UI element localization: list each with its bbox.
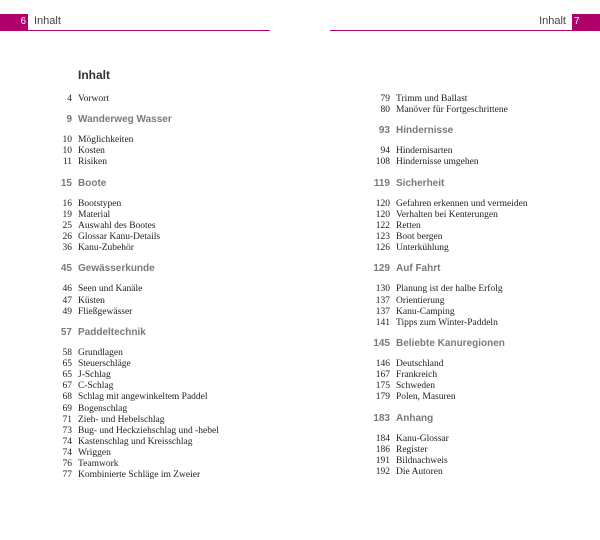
toc-entry-page: 186 [375,444,390,455]
toc-entry-page: 192 [375,467,390,477]
left-running-header: Inhalt [34,15,61,27]
toc-entry-title: Vorwort [78,94,109,104]
toc-entry-page: 16 [62,198,72,209]
toc-entry-page: 94 [380,146,390,157]
toc-entry-title: Tipps zum Winter-Paddeln [396,317,498,328]
toc-entry-title: Kosten [78,146,105,157]
toc-entry-page: 36 [62,243,72,254]
toc-entry-page: 146 [375,358,390,369]
toc-entry-page: 74 [62,448,72,459]
toc-entry-title: Kanu-Glossar [396,433,449,444]
toc-section-title: Anhang [396,412,434,424]
toc-entry-page: 120 [375,209,390,220]
toc-section-page: 145 [373,337,390,349]
toc-entry-title: Deutschland [396,358,444,369]
toc-entry-page: 11 [62,157,72,168]
toc-entry-title: Planung ist der halbe Erfolg [396,284,503,295]
toc-entry-title: Möglichkeiten [78,135,134,146]
toc-entry-title: Retten [396,220,421,231]
toc-section-title: Wanderweg Wasser [78,114,172,126]
toc-entry-page: 71 [62,414,72,425]
toc-section-page: 93 [378,125,390,137]
toc-section-title: Gewässerkunde [78,263,155,275]
toc-entry-title: Schlag mit angewinkeltem Paddel [78,392,208,403]
toc-entry-title: Seen und Kanäle [78,284,143,295]
toc-entry-title: Zieh- und Hebelschlag [78,414,165,425]
toc-entry-page: 25 [62,220,72,231]
toc-section-title: Beliebte Kanuregionen [396,337,505,349]
toc-heading: Inhalt [78,68,110,82]
toc-entry-title: Auswahl des Bootes [78,220,156,231]
toc-entry-title: Kanu-Zubehör [78,243,134,254]
toc-section-title: Paddeltechnik [78,326,146,338]
toc-entry-page: 68 [62,392,72,403]
toc-entry-page: 65 [62,358,72,369]
toc-entry-title: Küsten [78,295,105,306]
toc-entry-page: 191 [375,455,390,466]
toc-entry-title: Manöver für Fortgeschrittene [396,105,508,116]
toc-entry-title: Bug- und Heckziehschlag und -hebel [78,425,219,436]
toc-entry-page: 108 [375,157,390,168]
toc-section-page: 57 [60,326,72,338]
toc-entry-title: Gefahren erkennen und vermeiden [396,198,528,209]
toc-entry-page: 77 [62,470,72,481]
toc-entry-page: 123 [375,232,390,243]
toc-entry-title: Wriggen [78,448,111,459]
toc-entry-page: 74 [62,437,72,447]
toc-entry-title: Teamwork [78,459,119,470]
toc-section-page: 15 [60,177,72,189]
toc-entry-title: Frankreich [396,370,438,381]
toc-entry-page: 73 [62,425,72,436]
toc-entry-page: 47 [62,295,72,306]
toc-entry-title: Verhalten bei Kenterungen [396,209,498,220]
toc-entry-page: 79 [380,94,390,104]
toc-entry-page: 126 [375,243,390,254]
right-running-header: Inhalt [539,15,566,27]
toc-section-page: 9 [66,114,72,126]
toc-entry-title: Trimm und Ballast [396,94,468,104]
toc-entry-title: Unterkühlung [396,243,449,254]
toc-entry-title: Grundlagen [78,347,123,358]
toc-entry-title: Bildnachweis [396,455,448,466]
toc-entry-title: Polen, Masuren [396,392,456,403]
toc-entry-page: 65 [62,370,72,381]
toc-entry-page: 141 [375,317,390,328]
right-header-rule [330,30,600,31]
toc-entry-page: 179 [375,392,390,403]
toc-section-title: Sicherheit [396,177,445,189]
toc-entry-page: 175 [375,381,390,392]
left-header-rule [0,30,270,31]
toc-entry-page: 10 [62,135,72,146]
toc-entry-title: J-Schlag [78,370,111,381]
toc-entry-page: 130 [375,284,390,295]
toc-entry-title: Material [78,209,111,220]
toc-entry-page: 184 [375,433,390,444]
toc-entry-title: Schweden [396,381,436,392]
toc-entry-page: 4 [67,94,72,104]
toc-entry-title: Kastenschlag und Kreisschlag [78,437,193,447]
toc-entry-page: 58 [62,347,72,358]
toc-entry-page: 49 [62,306,72,317]
toc-entry-page: 67 [62,381,72,392]
toc-entry-title: Kombinierte Schläge im Zweier [78,470,201,481]
toc-entry-title: C-Schlag [78,381,114,392]
left-page-number-tab: 6 [0,14,28,30]
toc-entry-title: Register [396,444,428,455]
toc-entry-page: 122 [375,220,390,231]
toc-entry-title: Risiken [78,157,108,168]
toc-entry-page: 26 [62,232,72,243]
toc-entry-page: 137 [375,295,390,306]
toc-entry-title: Bootstypen [78,198,122,209]
toc-entry-title: Hindernisarten [396,146,453,157]
toc-entry-page: 19 [62,209,72,220]
toc-entry-page: 10 [62,146,72,157]
toc-section-title: Boote [78,177,107,189]
toc-entry-title: Orientierung [396,295,445,306]
toc-entry-title: Glossar Kanu-Details [78,232,161,243]
toc-entry-title: Bogenschlag [78,403,128,414]
toc-entry-title: Fließgewässer [78,306,133,317]
toc-section-page: 45 [60,263,72,275]
toc-section-title: Hindernisse [396,125,454,137]
toc-entry-title: Die Autoren [396,467,443,477]
toc-entry-page: 76 [62,459,72,470]
toc-section-page: 119 [373,177,390,189]
toc-entry-page: 80 [380,105,390,116]
toc-entry-page: 46 [62,284,72,295]
toc-section-page: 183 [373,412,390,424]
toc-section-title: Auf Fahrt [396,263,441,275]
toc-section-page: 129 [373,263,390,275]
right-page-number-tab: 7 [572,14,600,30]
toc-entry-title: Hindernisse umgehen [396,157,479,168]
toc-entry-title: Kanu-Camping [396,306,455,317]
toc-entry-title: Steuerschläge [78,358,131,369]
toc-entry-title: Boot bergen [396,232,443,243]
toc-entry-page: 69 [62,403,72,414]
toc-entry-page: 137 [375,306,390,317]
toc-entry-page: 167 [375,370,390,381]
toc-entry-page: 120 [375,198,390,209]
